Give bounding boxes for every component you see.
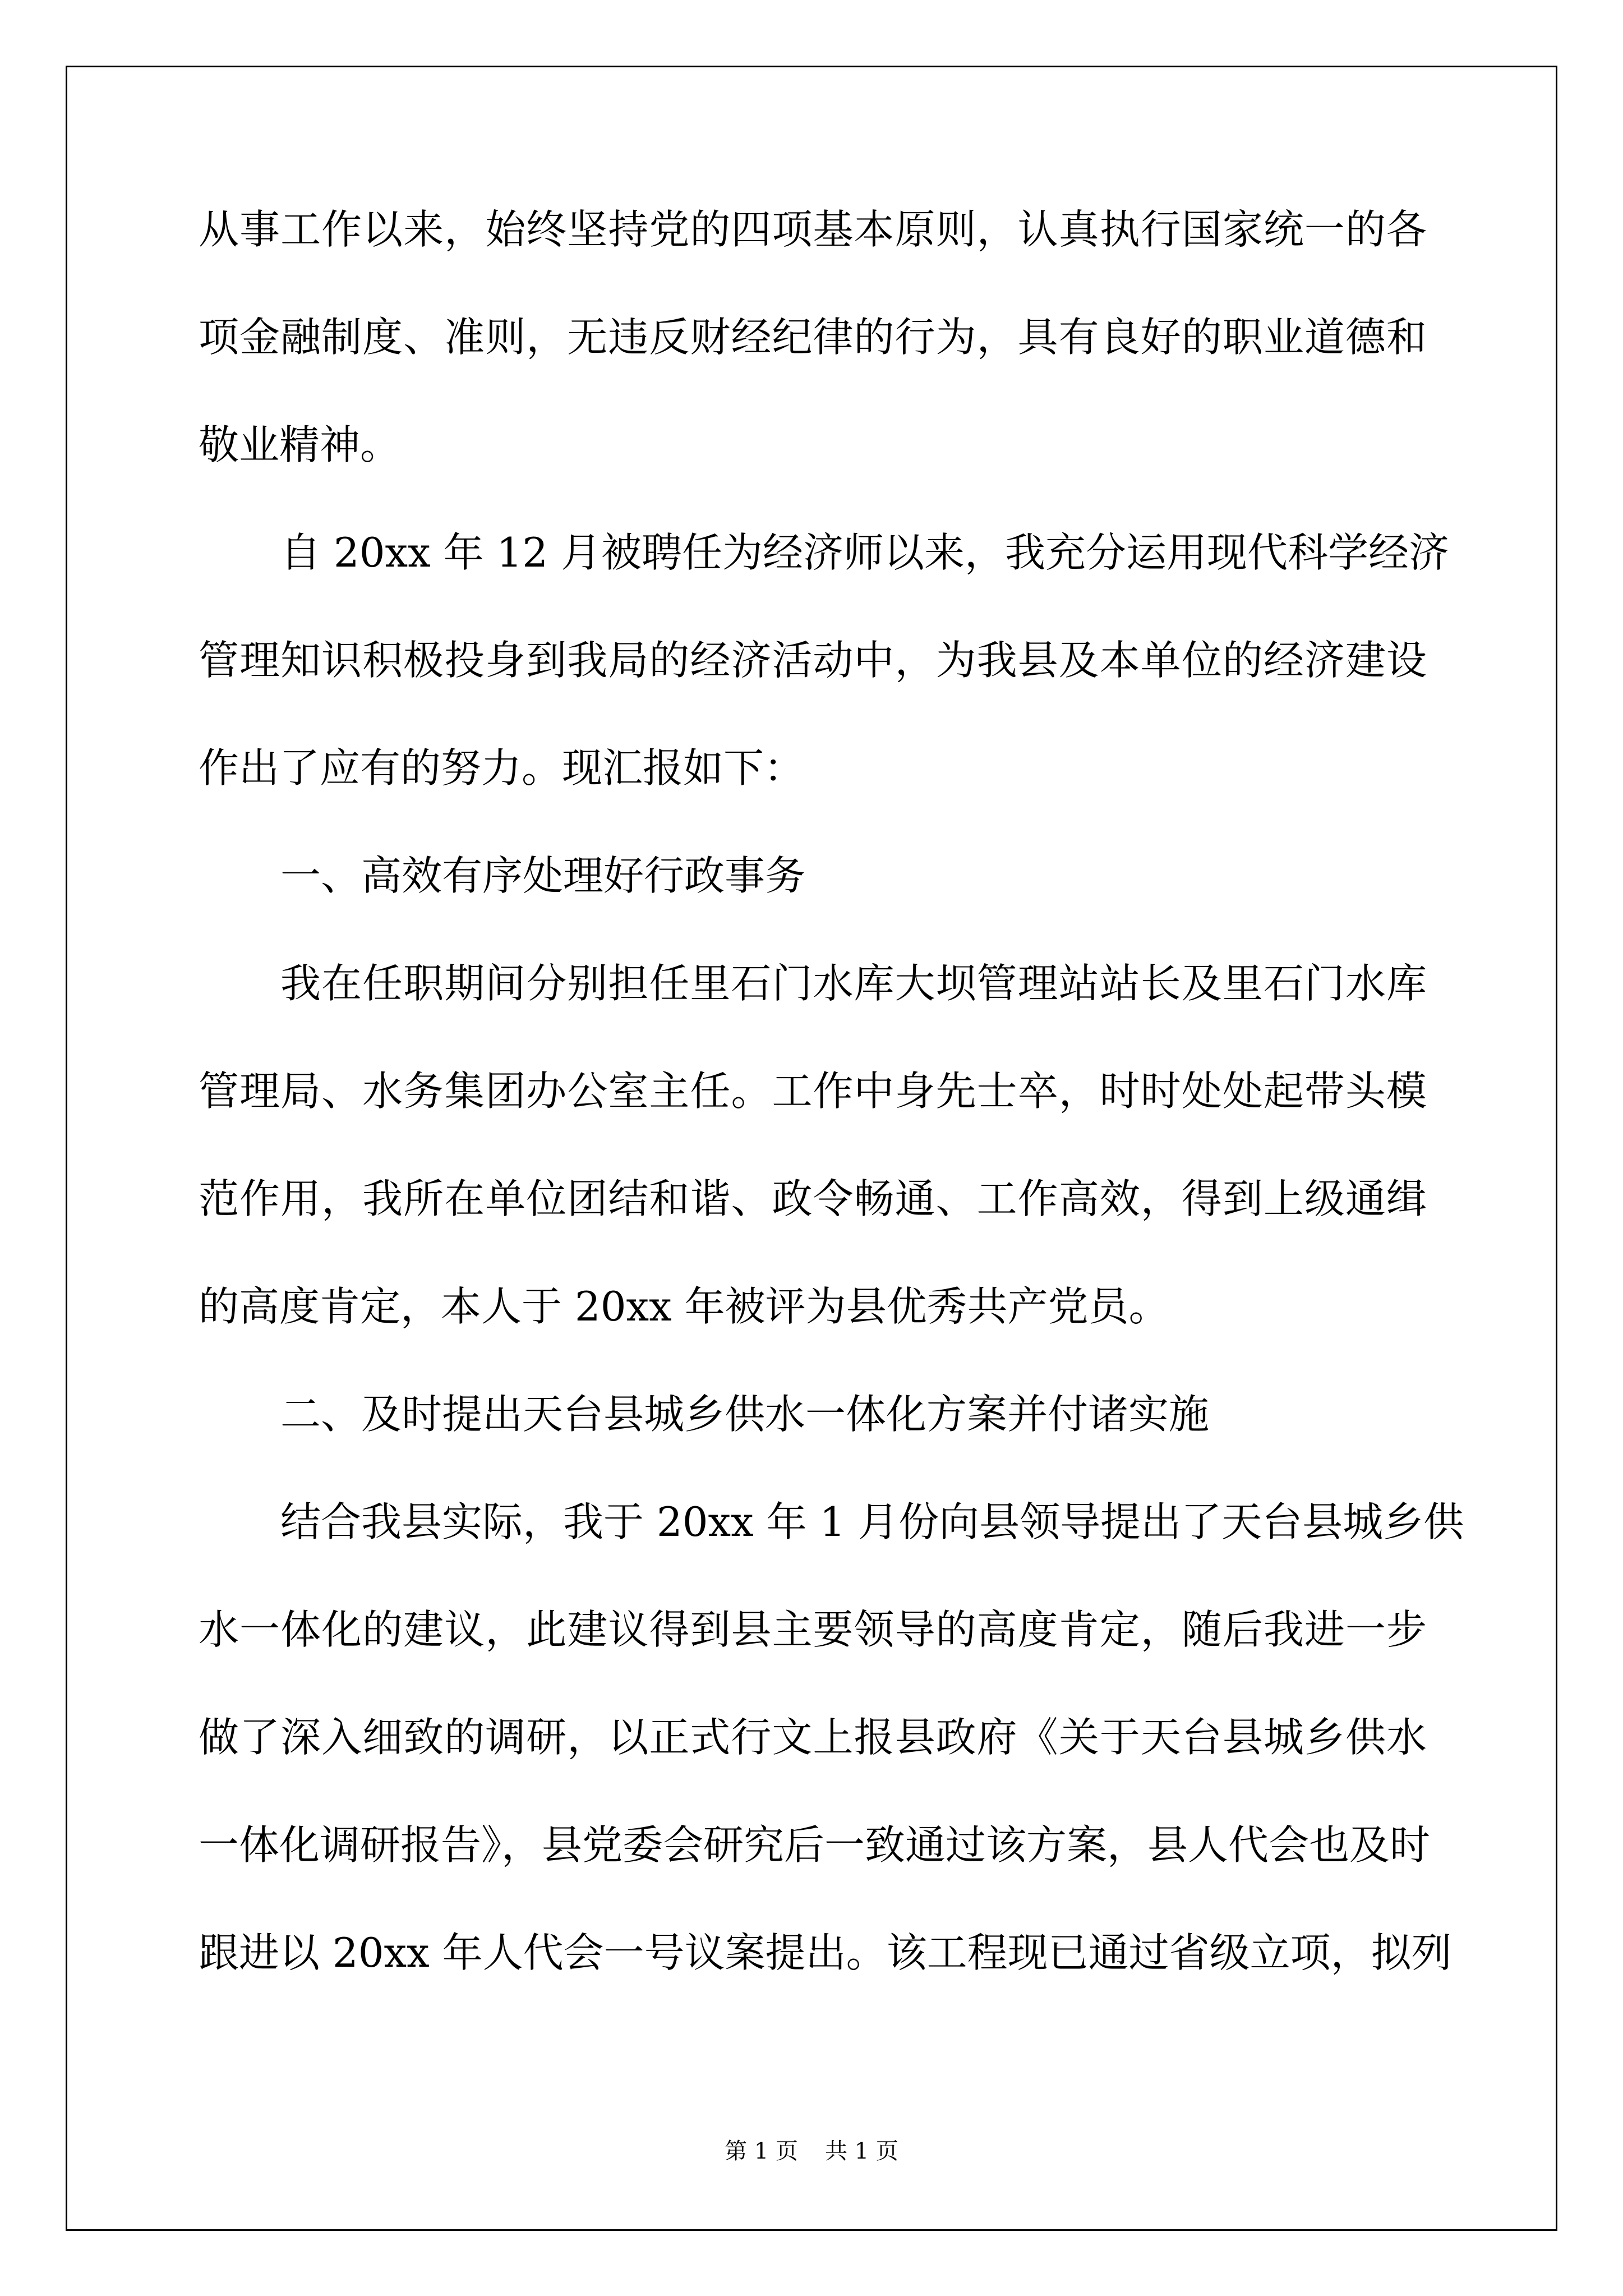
body-line: 作出了应有的努力。现汇报如下： [199, 744, 805, 792]
body-line: 跟进以 20xx 年人代会一号议案提出。该工程现已通过省级立项，拟列 [199, 1929, 1452, 1976]
section-heading: 二、及时提出天台县城乡供水一体化方案并付诸实施 [280, 1391, 1210, 1438]
page-footer [0, 2137, 1623, 2165]
document-body [199, 203, 1464, 1980]
body-line: 结合我县实际，我于 20xx 年 1 月份向县领导提出了天台县城乡供 [280, 1498, 1464, 1545]
body-line: 从事工作以来，始终坚持党的四项基本原则，认真执行国家统一的各 [199, 206, 1427, 253]
body-line: 敬业精神。 [199, 421, 401, 468]
body-line: 我在任职期间分别担任里石门水库大坝管理站站长及里石门水库 [280, 960, 1427, 1007]
body-line: 自 20xx 年 12 月被聘任为经济师以来，我充分运用现代科学经济 [280, 529, 1449, 576]
body-line: 管理知识积极投身到我局的经济活动中，为我县及本单位的经济建设 [199, 637, 1427, 684]
body-line: 项金融制度、准则，无违反财经纪律的行为，具有良好的职业道德和 [199, 314, 1427, 361]
body-line: 做了深入细致的调研，以正式行文上报县政府《关于天台县城乡供水 [199, 1714, 1427, 1761]
body-line: 范作用，我所在单位团结和谐、政令畅通、工作高效，得到上级通缉 [199, 1175, 1427, 1222]
body-line: 水一体化的建议，此建议得到县主要领导的高度肯定，随后我进一步 [199, 1606, 1427, 1653]
body-line: 管理局、水务集团办公室主任。工作中身先士卒，时时处处起带头模 [199, 1068, 1427, 1115]
page-total: 共 1 页 [825, 2138, 898, 2164]
section-heading: 一、高效有序处理好行政事务 [280, 852, 806, 899]
page-number: 第 1 页 [725, 2138, 798, 2164]
body-line: 的高度肯定，本人于 20xx 年被评为县优秀共产党员。 [199, 1283, 1169, 1330]
body-line: 一体化调研报告》，县党委会研究后一致通过该方案，县人代会也及时 [199, 1821, 1431, 1869]
